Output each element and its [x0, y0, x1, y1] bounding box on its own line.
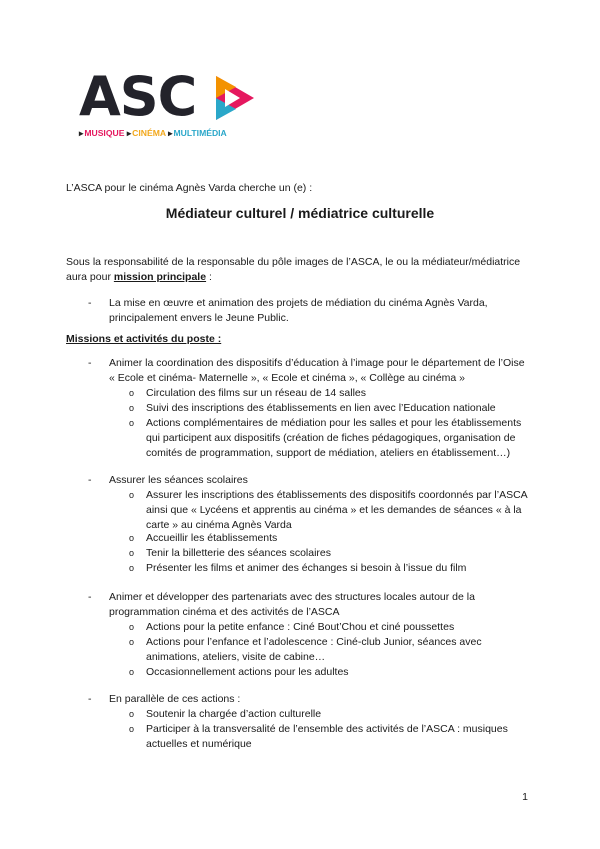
- bullet-icon: o: [129, 563, 135, 573]
- sub-text: Actions pour la petite enfance : Ciné Bout’Chou et ciné poussettes: [146, 621, 455, 633]
- bullet-icon: o: [129, 388, 135, 398]
- sub-text: Soutenir la chargée d’action culturelle: [146, 708, 322, 720]
- bullet-icon: o: [129, 667, 135, 677]
- logo-letters: ASC: [79, 65, 197, 128]
- sub-text: Actions pour l’enfance et l’adolescence : Ciné-club Junior, séances avec animations, ateliers, visite de cabine…: [146, 636, 482, 663]
- sub-text: Accueillir les établissements: [146, 532, 278, 544]
- tag-word-cinema: CINÉMA: [132, 128, 166, 138]
- job-title: Médiateur culturel / médiatrice culturelle: [165, 205, 435, 221]
- logo-tagline: [79, 128, 227, 139]
- tag-mark-1: ▸: [79, 128, 84, 138]
- sub-text: Tenir la billetterie des séances scolaires: [146, 547, 332, 559]
- paragraph-before: Sous la responsabilité de la responsable du pôle images de l’ASCA, le ou la médiateur/médiatrice aura pour: [66, 256, 521, 283]
- sub-text: Suivi des inscriptions des établissements en lien avec l’Education nationale: [146, 402, 496, 414]
- bullet-icon: o: [129, 418, 135, 428]
- mission-text: Assurer les séances scolaires: [109, 474, 248, 486]
- sub-item: [129, 401, 529, 416]
- tag-word-musique: MUSIQUE: [84, 128, 125, 138]
- mission-text: Animer et développer des partenariats avec des structures locales autour de la programmation cinéma et des activités de l’ASCA: [109, 591, 475, 618]
- asca-logo: [77, 65, 252, 150]
- sub-item: [129, 416, 529, 461]
- main-mission-item: - La mise en œuvre et animation des projets de médiation du cinéma Agnès Varda, principalement envers le Jeune Public.: [88, 296, 528, 326]
- bullet-icon: o: [129, 403, 135, 413]
- mission-text: Animer la coordination des dispositifs d’éducation à l’image pour le département de l’Oise « Ecole et cinéma- Maternelle », « Ecole et cinéma », « Collège au cinéma »: [109, 357, 525, 384]
- sub-text: Circulation des films sur un réseau de 14 salles: [146, 387, 367, 399]
- mission-item: - Assurer les séances scolaires: [88, 473, 528, 488]
- sub-item: [129, 488, 529, 533]
- sub-item: [129, 386, 529, 401]
- mission-item: - Animer la coordination des dispositifs d’éducation à l’image pour le département de l’Oise « Ecole et cinéma- Maternelle », « Ecole et cinéma », « Collège au cinéma »: [88, 356, 528, 386]
- mission-text: En parallèle de ces actions :: [109, 693, 241, 705]
- sub-item: [129, 707, 529, 722]
- paragraph-bold: mission principale: [113, 271, 207, 283]
- sub-item: [129, 620, 529, 635]
- mission-item: - Animer et développer des partenariats avec des structures locales autour de la programmation cinéma et des activités de l’ASCA: [88, 590, 528, 620]
- section-heading: Missions et activités du poste :: [66, 333, 222, 345]
- intro-text: L’ASCA pour le cinéma Agnès Varda cherche un (e) :: [66, 182, 313, 194]
- sub-item: [129, 546, 529, 561]
- bullet-icon: o: [129, 709, 135, 719]
- tag-mark-2: ▸: [126, 128, 132, 138]
- sub-item: [129, 665, 529, 680]
- page-number: 1: [522, 791, 528, 803]
- mission-item: - En parallèle de ces actions :: [88, 692, 528, 707]
- bullet-icon: o: [129, 637, 135, 647]
- sub-text: Participer à la transversalité de l’ensemble des activités de l’ASCA : musiques actuelles et numérique: [146, 723, 508, 750]
- bullet-icon: o: [129, 490, 135, 500]
- tag-mark-3: ▸: [168, 128, 173, 138]
- sub-item: [129, 635, 529, 665]
- paragraph-after: :: [206, 271, 212, 283]
- bullet-icon: o: [129, 622, 135, 632]
- sub-text: Actions complémentaires de médiation pour les salles et pour les établissements qui participent aux dispositifs (création de fiches pédagogiques, organisation de comités de programmation, support de médiation, ateliers en établissement…): [146, 417, 522, 459]
- responsibility-paragraph: [66, 255, 536, 285]
- bullet-icon: o: [129, 548, 135, 558]
- main-mission-text: La mise en œuvre et animation des projets de médiation du cinéma Agnès Varda, principalement envers le Jeune Public.: [109, 297, 488, 324]
- tag-word-multimedia: MULTIMÉDIA: [173, 128, 227, 138]
- sub-item: [129, 561, 529, 576]
- logo-triangle-icon: [210, 74, 256, 122]
- sub-text: Présenter les films et animer des échanges si besoin à l’issue du film: [146, 562, 467, 574]
- bullet-icon: o: [129, 724, 135, 734]
- sub-text: Occasionnellement actions pour les adultes: [146, 666, 349, 678]
- sub-text: Assurer les inscriptions des établissements des dispositifs coordonnés par l’ASCA ainsi que « Lycéens et apprentis au cinéma » et les demandes de séances « à la carte » au cinéma Agnès Varda: [146, 489, 528, 531]
- logo-wordmark: [79, 65, 197, 128]
- sub-item: [129, 722, 529, 752]
- bullet-icon: o: [129, 533, 135, 543]
- sub-item: [129, 531, 529, 546]
